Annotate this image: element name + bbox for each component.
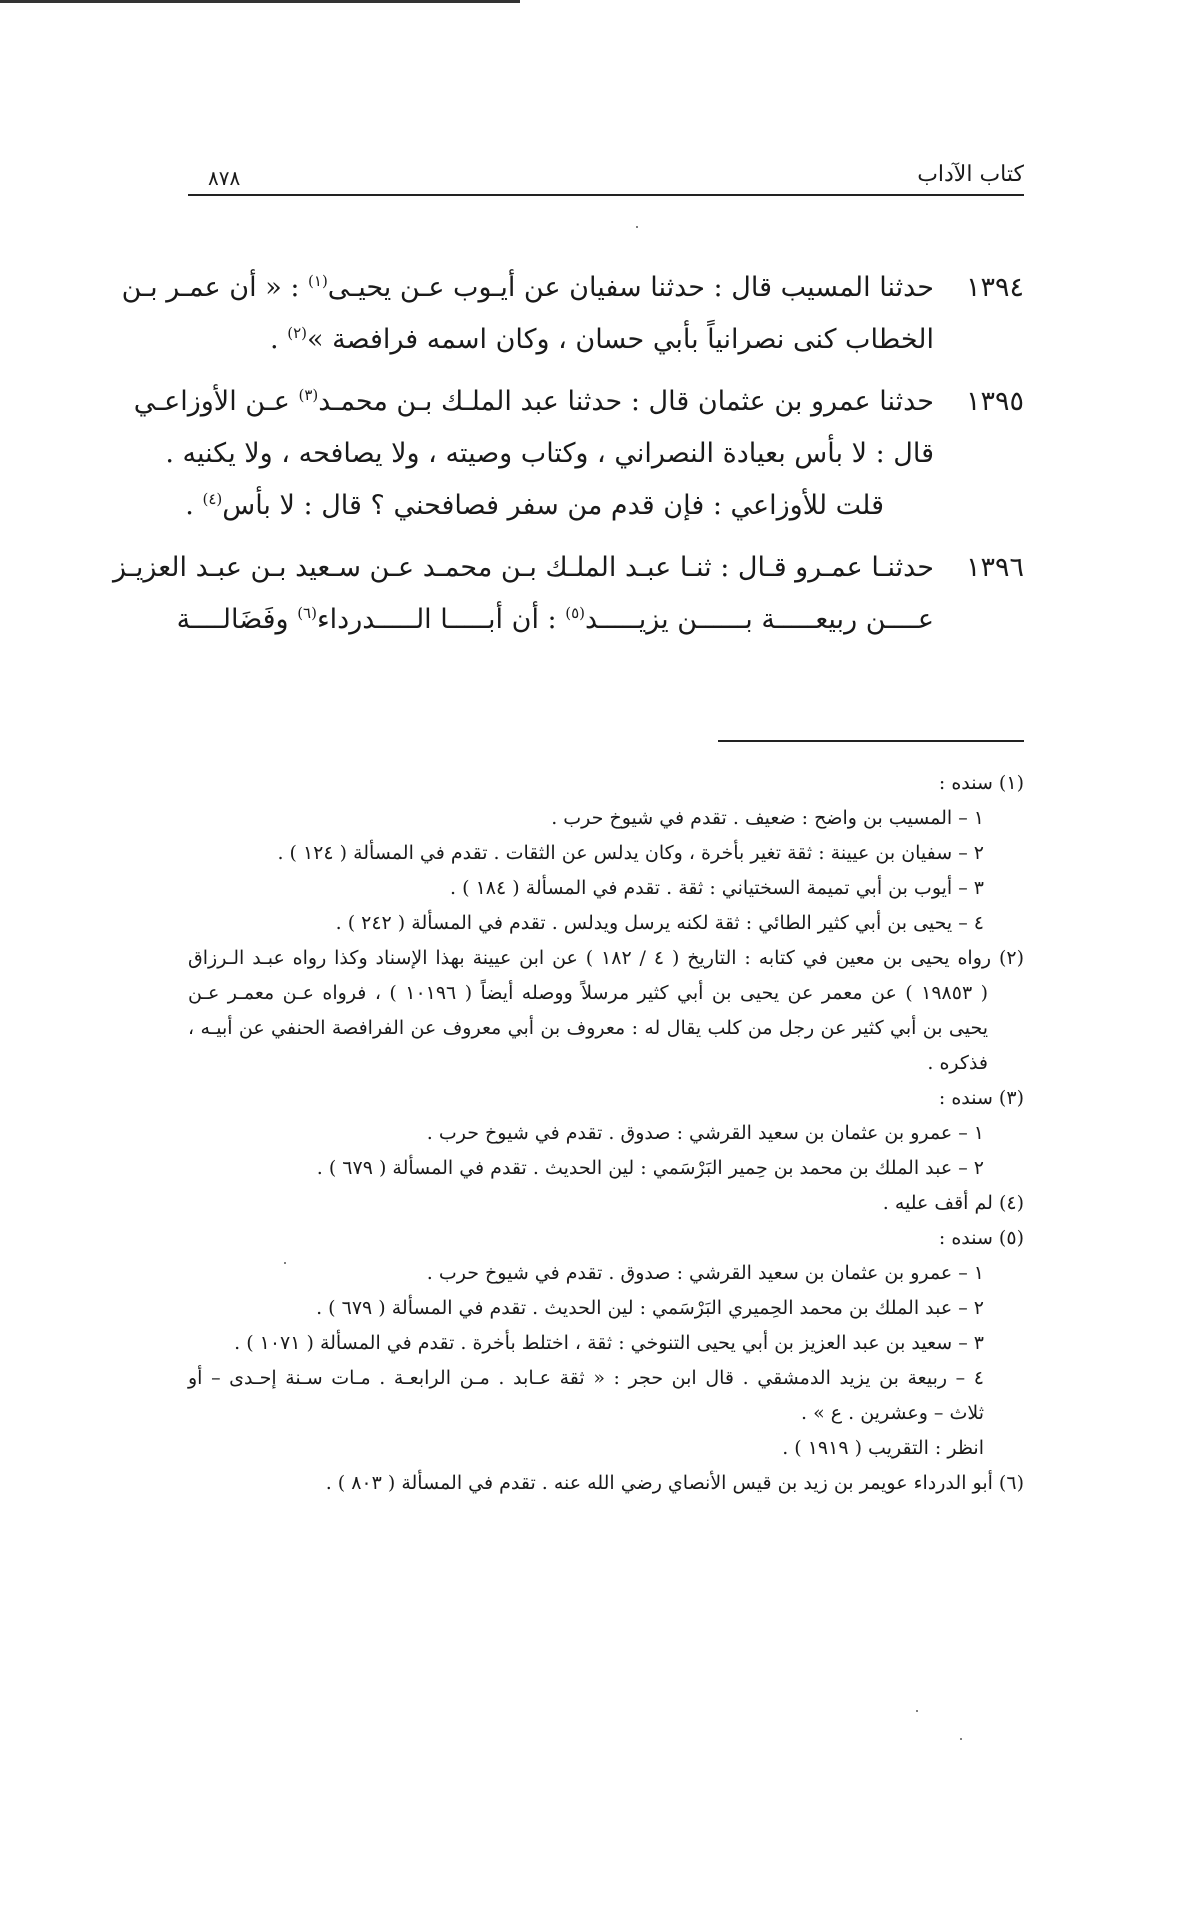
entry-line: حدثنا المسيب قال : حدثنا سفيان عن أيـوب عـن يحيـى$^{(١)}$ : « أن عمـر بـن bbox=[121, 272, 934, 303]
book-section-title: كتاب الآداب bbox=[917, 162, 1024, 187]
entry-line: حدثنا عمرو بن عثمان قال : حدثنا عبد الملـك بـن محمـد$^{(٣)}$ عـن الأوزاعـي bbox=[133, 386, 934, 417]
page-number: ٨٧٨ bbox=[208, 166, 241, 190]
footnote-2-line: ( ١٩٨٥٣ ) عن معمر عن يحيى بن أبي كثير مرسلاً ووصله أيضاً ( ١٠١٩٦ ) ، فرواه عـن معمـر عـن bbox=[188, 982, 989, 1004]
entry-number: ١٣٩٤ bbox=[965, 272, 1024, 303]
entry-line: قلت للأوزاعي : فإن قدم من سفر فصافحني ؟ قال : لا بأس$^{(٤)}$ . bbox=[185, 490, 884, 521]
footnote-2-line: فذكره . bbox=[927, 1052, 988, 1074]
footnote-ref: (٥) bbox=[565, 604, 586, 622]
entry-number: ١٣٩٥ bbox=[965, 386, 1024, 417]
footnote-1-head: (١) سنده : bbox=[938, 772, 1024, 794]
footnotes-rule bbox=[718, 740, 1024, 742]
footnote-item: ٣ – سعيد بن عبد العزيز بن أبي يحيى التنوخي : ثقة ، اختلط بأخرة . تقدم في المسألة ( ١٠٧١ ) . bbox=[234, 1332, 984, 1354]
footnote-3-head: (٣) سنده : bbox=[938, 1087, 1024, 1109]
footnote-item: ١ – عمرو بن عثمان بن سعيد القرشي : صدوق . تقدم في شيوخ حرب . bbox=[426, 1262, 984, 1284]
scan-edge-line bbox=[0, 0, 520, 3]
footnote-5-head: (٥) سنده : bbox=[938, 1227, 1024, 1249]
footnote-item: ٢ – سفيان بن عيينة : ثقة تغير بأخرة ، وكان يدلس عن الثقات . تقدم في المسألة ( ١٢٤ ) . bbox=[277, 842, 984, 864]
running-header bbox=[188, 162, 1024, 202]
footnote-item: ١ – المسيب بن واضح : ضعيف . تقدم في شيوخ حرب . bbox=[551, 807, 984, 829]
speck bbox=[916, 1710, 918, 1712]
header-rule bbox=[188, 194, 1024, 196]
footnote-item: ٢ – عبد الملك بن محمد الحِميري البَرْسَمي : لين الحديث . تقدم في المسألة ( ٦٧٩ ) . bbox=[316, 1297, 984, 1319]
speck bbox=[960, 1738, 962, 1740]
footnote-2-line: يحيى بن أبي كثير عن رجل من كلب يقال له : معروف بن أبي معروف عن الفرافصة الحنفي عن أبيـه ، bbox=[188, 1017, 988, 1039]
footnote-reference: انظر : التقريب ( ١٩١٩ ) . bbox=[782, 1437, 984, 1459]
footnote-ref: (٢) bbox=[287, 324, 307, 342]
entry-1396 bbox=[113, 542, 1024, 646]
footnote-2-line: (٢) رواه يحيى بن معين في كتابه : التاريخ ( ٤ / ١٨٢ ) عن ابن عيينة بهذا الإسناد وكذا رواه عبـد الـرزاق bbox=[188, 947, 1024, 969]
footnote-item: ٣ – أيوب بن أبي تميمة السختياني : ثقة . تقدم في المسألة ( ١٨٤ ) . bbox=[450, 877, 984, 899]
footnote-ref: (١) bbox=[308, 272, 328, 290]
speck bbox=[636, 226, 638, 228]
footnote-6: (٦) أبو الدرداء عويمر بن زيد بن قيس الأنصاي رضي الله عنه . تقدم في المسألة ( ٨٠٣ ) . bbox=[325, 1472, 1024, 1494]
entry-1394 bbox=[121, 262, 1024, 366]
main-text bbox=[113, 262, 1024, 656]
footnote-ref: (٣) bbox=[298, 386, 319, 404]
footnote-ref: (٤) bbox=[202, 490, 223, 508]
footnotes bbox=[188, 766, 1024, 1501]
footnote-item: ١ – عمرو بن عثمان بن سعيد القرشي : صدوق . تقدم في شيوخ حرب . bbox=[426, 1122, 984, 1144]
footnote-4: (٤) لم أقف عليه . bbox=[882, 1192, 1024, 1214]
footnote-item: ٤ – يحيى بن أبي كثير الطائي : ثقة لكنه يرسل ويدلس . تقدم في المسألة ( ٢٤٢ ) . bbox=[335, 912, 984, 934]
entry-number: ١٣٩٦ bbox=[965, 552, 1024, 583]
entry-line: الخطاب كنى نصرانياً بأبي حسان ، وكان اسمه فرافصة »$^{(٢)}$ . bbox=[270, 324, 934, 355]
entry-line: قال : لا بأس بعيادة النصراني ، وكتاب وصيته ، ولا يصافحه ، ولا يكنيه . bbox=[165, 438, 934, 469]
speck bbox=[284, 1262, 286, 1264]
footnote-item: ثلاث – وعشرين . ع » . bbox=[801, 1402, 984, 1424]
footnote-ref: (٦) bbox=[297, 604, 317, 622]
footnote-item: ٢ – عبد الملك بن محمد بن حِمير البَرْسَمي : لين الحديث . تقدم في المسألة ( ٦٧٩ ) . bbox=[316, 1157, 984, 1179]
entry-line: حدثنـا عمـرو قـال : ثنـا عبـد الملـك بـن محمـد عـن سـعيد بـن عبـد العزيـز bbox=[113, 552, 934, 583]
footnote-item: ٤ – ربيعة بن يزيد الدمشقي . قال ابن حجر : « ثقة عـابد . مـن الرابعـة . مـات سـنة إحـدى – أو bbox=[188, 1367, 984, 1389]
entry-1395 bbox=[133, 376, 1024, 532]
entry-line: عــــن ربيعـــــة بــــــن يزيـــــد$^{(٥)}$ : أن أبـــــا الـــــدرداء$^{(٦)}$ وفَضَالــــة bbox=[176, 604, 934, 635]
